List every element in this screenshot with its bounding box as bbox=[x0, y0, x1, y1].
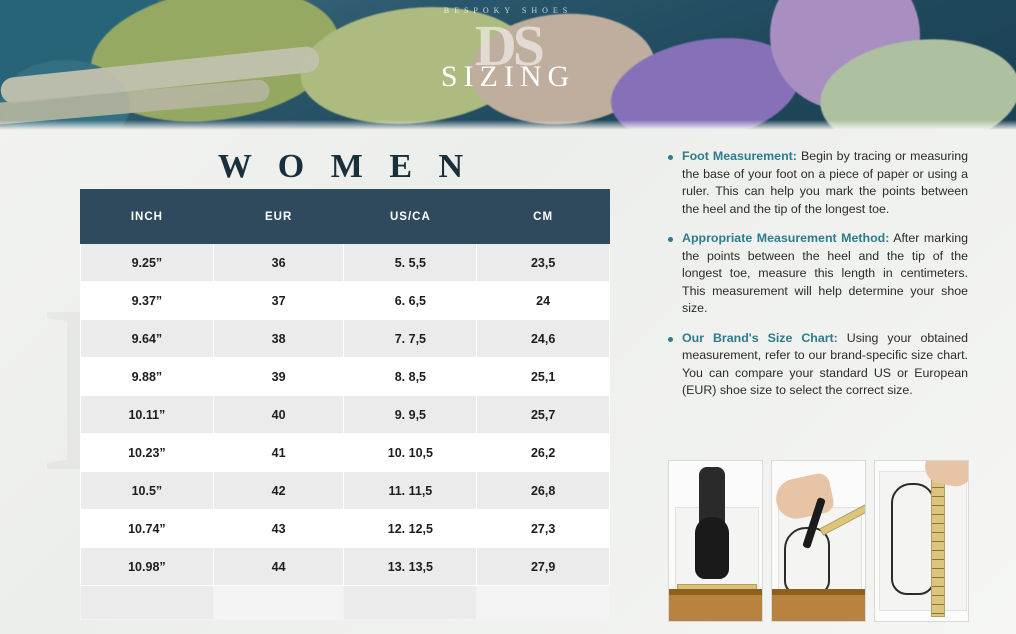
tracing-foot-photo bbox=[771, 460, 866, 622]
table-row bbox=[81, 472, 610, 510]
cell-cm: 25,1 bbox=[477, 358, 610, 396]
note-text: After marking the points between the heel and the tip of the longest toe, measure this length in centimeters. This measurement will help determine your shoe size. bbox=[682, 231, 968, 315]
cell-usca: 9. 9,5 bbox=[344, 396, 477, 434]
measuring-outline-photo bbox=[874, 460, 969, 622]
table-row bbox=[81, 510, 610, 548]
cell-cm: 26,2 bbox=[477, 434, 610, 472]
cell-usca: 5. 5,5 bbox=[344, 244, 477, 282]
list-item bbox=[668, 230, 968, 318]
cell-eur bbox=[213, 586, 344, 620]
cell-eur: 43 bbox=[213, 510, 344, 548]
table-row bbox=[81, 358, 610, 396]
cell-eur: 39 bbox=[213, 358, 344, 396]
table-row bbox=[81, 434, 610, 472]
hero-banner bbox=[0, 0, 1016, 130]
cell-usca: 13. 13,5 bbox=[344, 548, 477, 586]
size-chart-table bbox=[80, 189, 610, 620]
cell-usca: 12. 12,5 bbox=[344, 510, 477, 548]
table-row-empty bbox=[81, 586, 610, 620]
column-header-usca: US/CA bbox=[344, 190, 477, 244]
column-header-eur: EUR bbox=[213, 190, 344, 244]
cell-usca: 7. 7,5 bbox=[344, 320, 477, 358]
table-row bbox=[81, 282, 610, 320]
cell-usca bbox=[344, 586, 477, 620]
cell-inch bbox=[81, 586, 214, 620]
cell-cm: 24,6 bbox=[477, 320, 610, 358]
brand-monogram: DS bbox=[474, 13, 542, 78]
foot-outline-shape bbox=[891, 483, 935, 595]
cell-inch: 10.74” bbox=[81, 510, 214, 548]
page-title: SIZING bbox=[440, 60, 576, 93]
floor-shape bbox=[669, 595, 762, 621]
cell-eur: 40 bbox=[213, 396, 344, 434]
cell-cm: 27,9 bbox=[477, 548, 610, 586]
cell-cm: 24 bbox=[477, 282, 610, 320]
foot-on-paper-photo bbox=[668, 460, 763, 622]
instruction-photos bbox=[668, 460, 969, 622]
ruler-ticks bbox=[932, 469, 944, 615]
cell-cm: 26,8 bbox=[477, 472, 610, 510]
cell-inch: 9.88” bbox=[81, 358, 214, 396]
cell-usca: 10. 10,5 bbox=[344, 434, 477, 472]
cell-cm: 27,3 bbox=[477, 510, 610, 548]
cell-inch: 9.64” bbox=[81, 320, 214, 358]
table-header-row bbox=[81, 190, 610, 244]
cell-eur: 37 bbox=[213, 282, 344, 320]
cell-inch: 10.98” bbox=[81, 548, 214, 586]
note-text: Using your obtained measurement, refer to our brand-specific size chart. You can compare your standard US or European (EUR) shoe size to select the correct size. bbox=[682, 330, 968, 397]
cell-inch: 9.25” bbox=[81, 244, 214, 282]
table-row bbox=[81, 320, 610, 358]
cell-usca: 11. 11,5 bbox=[344, 472, 477, 510]
brand-tagline: BESPOKY SHOES bbox=[443, 6, 573, 15]
cell-eur: 41 bbox=[213, 434, 344, 472]
cell-cm: 23,5 bbox=[477, 244, 610, 282]
table-row bbox=[81, 396, 610, 434]
note-heading: Appropriate Measurement Method: bbox=[682, 231, 890, 245]
cell-usca: 6. 6,5 bbox=[344, 282, 477, 320]
cell-usca: 8. 8,5 bbox=[344, 358, 477, 396]
table-row bbox=[81, 244, 610, 282]
hero-fade bbox=[0, 120, 1016, 130]
floor-shape bbox=[772, 595, 865, 621]
note-heading: Our Brand's Size Chart: bbox=[682, 330, 838, 345]
foot-shape bbox=[695, 517, 729, 579]
section-title: W O M E N bbox=[217, 148, 473, 185]
content-area bbox=[0, 130, 1016, 634]
list-item bbox=[668, 330, 968, 400]
list-item bbox=[668, 148, 968, 218]
note-heading: Foot Measurement: bbox=[682, 149, 797, 163]
cell-inch: 10.11” bbox=[81, 396, 214, 434]
note-text: Begin by tracing or measuring the base of your foot on a piece of paper or using a ruler. This can help you mark the points between the heel and the tip of the longest toe. bbox=[682, 149, 968, 216]
cell-inch: 10.5” bbox=[81, 472, 214, 510]
cell-eur: 36 bbox=[213, 244, 344, 282]
cell-inch: 9.37” bbox=[81, 282, 214, 320]
cell-eur: 38 bbox=[213, 320, 344, 358]
cell-eur: 44 bbox=[213, 548, 344, 586]
cell-eur: 42 bbox=[213, 472, 344, 510]
cell-cm bbox=[477, 586, 610, 620]
instructions-list bbox=[668, 148, 968, 400]
cell-cm: 25,7 bbox=[477, 396, 610, 434]
table-row bbox=[81, 548, 610, 586]
column-header-cm: CM bbox=[477, 190, 610, 244]
cell-inch: 10.23” bbox=[81, 434, 214, 472]
column-header-inch: INCH bbox=[81, 190, 214, 244]
instructions-panel bbox=[668, 148, 968, 412]
